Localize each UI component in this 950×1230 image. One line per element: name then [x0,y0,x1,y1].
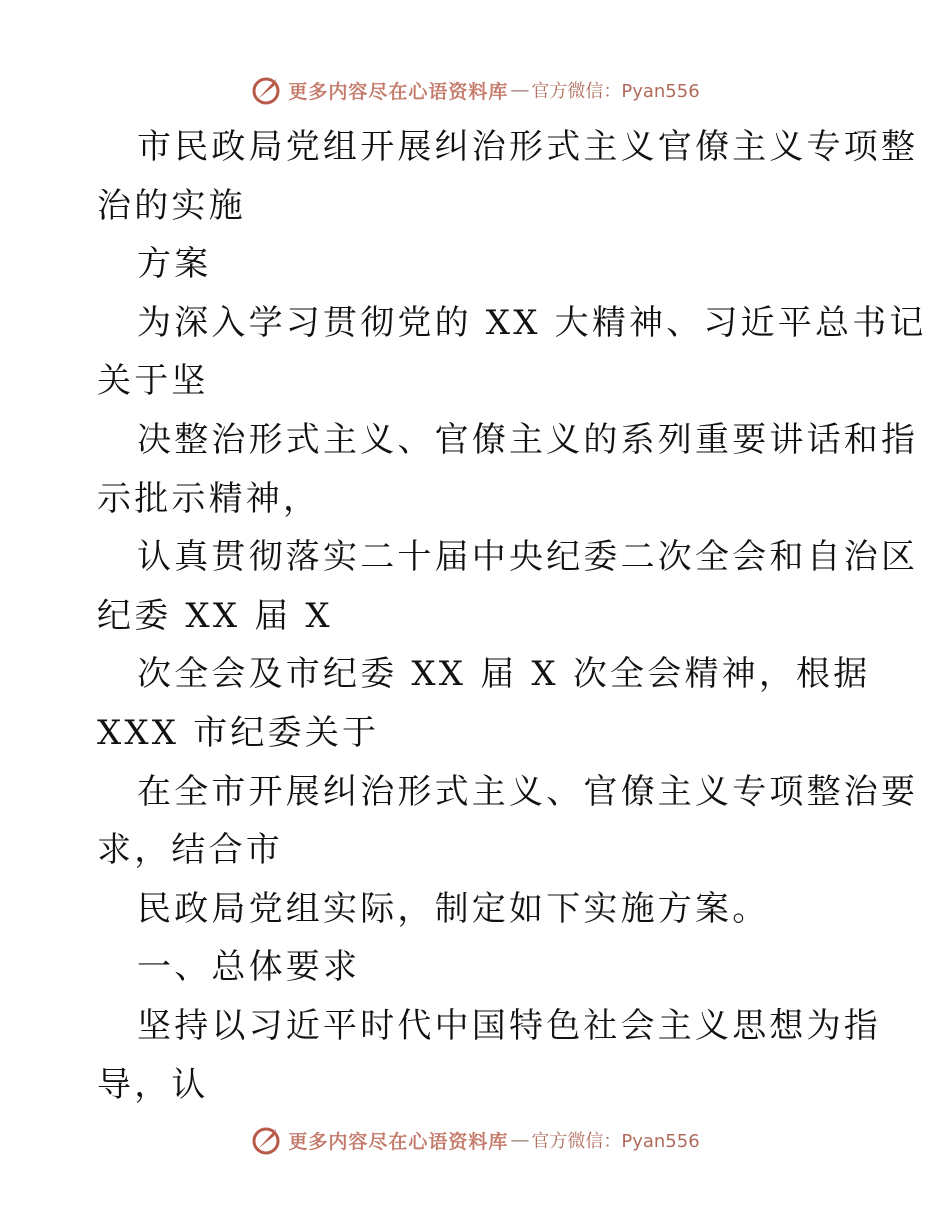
banner-site-text: 更多内容尽在心语资料库 [288,80,509,103]
document-line: 坚持以习近平时代中国特色社会主义思想为指 [137,1005,881,1046]
document-line: 方案 [137,244,212,285]
document-line: 治的实施 [97,185,246,226]
document-line: 在全市开展纠治形式主义、官僚主义专项整治要 [137,771,919,812]
document-line: 求，结合市 [97,830,283,871]
footer-banner [0,1120,950,1160]
document-line: 市民政局党组开展纠治形式主义官僚主义专项整 [137,127,919,167]
quill-circle-icon [250,1124,282,1156]
banner-contact-text: 官方微信：Pyan556 [531,81,700,102]
header-banner [0,70,950,110]
banner-separator: — [510,79,530,101]
document-line: 导，认 [97,1064,209,1105]
banner-separator: — [510,1129,530,1151]
document-line: 决整治形式主义、官僚主义的系列重要讲话和指 [137,419,919,460]
document-line: 示批示精神， [97,478,321,519]
quill-circle-icon [250,74,282,106]
banner-site-text: 更多内容尽在心语资料库 [288,1130,509,1153]
document-line: 关于坚 [97,361,209,402]
document-line: 认真贯彻落实二十届中央纪委二次全会和自治区 [137,537,919,578]
banner-contact-text: 官方微信：Pyan556 [531,1131,700,1152]
section-heading: 一、总体要求 [137,947,361,988]
document-line: 纪委 XX 届 X [97,595,333,636]
document-line: 次全会及市纪委 XX 届 X 次全会精神，根据 [137,654,871,695]
document-line: 为深入学习贯彻党的 XX 大精神、习近平总书记 [137,302,927,343]
document-line: XXX 市纪委关于 [97,712,380,753]
document-line: 民政局党组实际，制定如下实施方案。 [137,888,770,929]
document-body [97,118,927,1114]
